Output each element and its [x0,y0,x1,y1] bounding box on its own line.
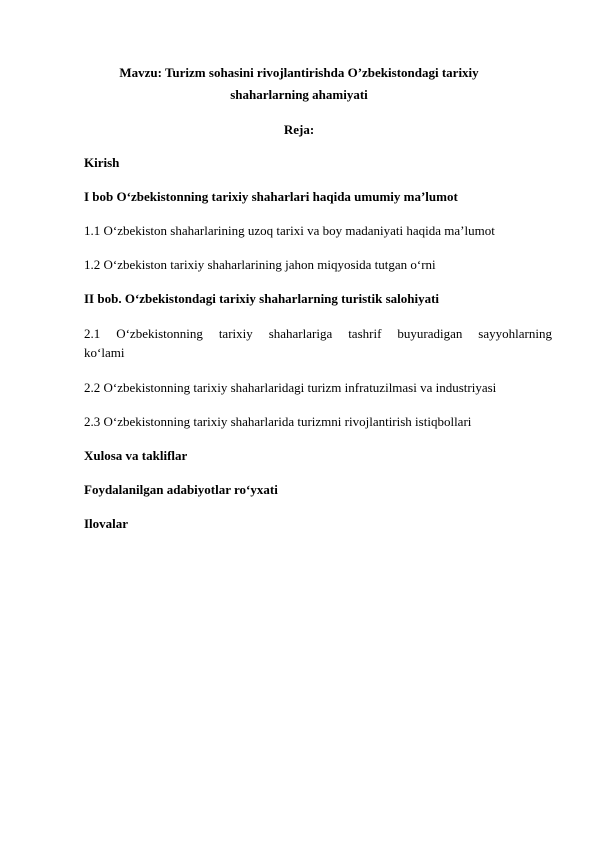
document-title-line-2: shaharlarning ahamiyati [230,87,368,102]
justified-word: sayyohlarning [478,326,552,341]
plan-item-2-1-line-1 [84,326,552,342]
justified-word: tashrif [348,326,382,341]
plan-heading: Reja: [283,122,315,137]
plan-item-chapter-2: II bob. O‘zbekistondagi tarixiy shaharlarning turistik salohiyati [84,291,440,306]
plan-item-references: Foydalanilgan adabiyotlar ro‘yxati [84,482,278,497]
plan-item-introduction: Kirish [84,155,120,170]
plan-item-1-2: 1.2 O‘zbekiston tarixiy shaharlarining jahon miqyosida tutgan o‘rni [84,257,436,272]
justified-word: O‘zbekistonning [116,326,203,341]
justified-word: buyuradigan [397,326,463,341]
justified-word: 2.1 [84,326,101,341]
plan-item-2-2: 2.2 O‘zbekistonning tarixiy shaharlaridagi turizm infratuzilmasi va industriyasi [84,380,497,395]
plan-item-conclusion: Xulosa va takliflar [84,448,188,463]
document-title-line-1: Mavzu: Turizm sohasini rivojlantirishda O’zbekistondagi tarixiy [119,65,479,80]
plan-item-2-1-line-2: ko‘lami [84,345,125,360]
justified-word: tarixiy [218,326,253,341]
plan-item-2-3: 2.3 O‘zbekistonning tarixiy shaharlarida turizmni rivojlantirish istiqbollari [84,414,472,429]
plan-item-appendices: Ilovalar [84,516,129,531]
plan-item-chapter-1: I bob O‘zbekistonning tarixiy shaharlari haqida umumiy ma’lumot [84,189,458,204]
justified-word: shaharlariga [268,326,333,341]
plan-item-1-1: 1.1 O‘zbekiston shaharlarining uzoq tarixi va boy madaniyati haqida ma’lumot [84,223,495,238]
